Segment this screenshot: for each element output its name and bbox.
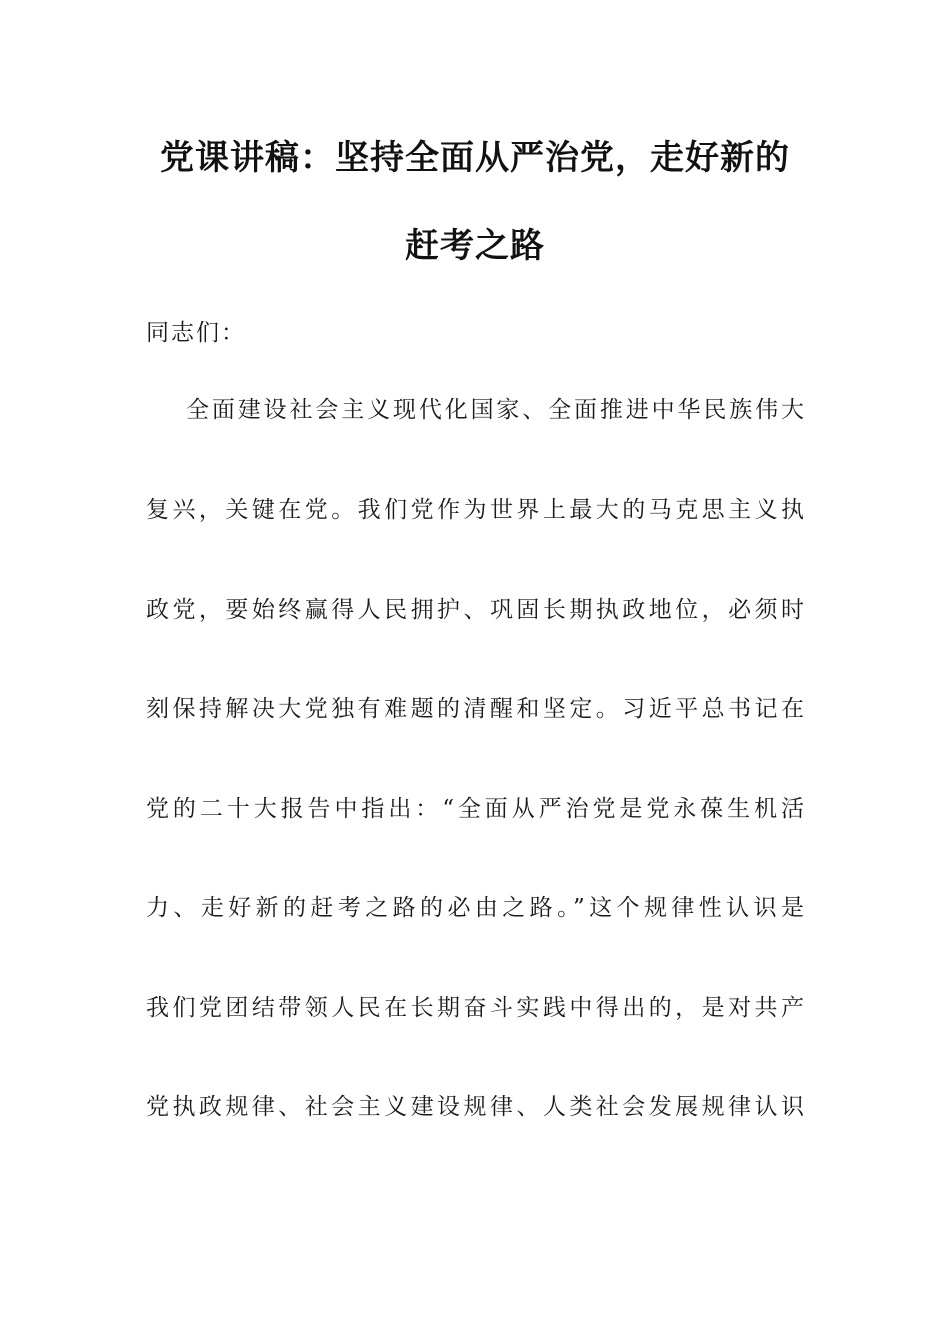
document-title-line-1: 党课讲稿：坚持全面从严治党，走好新的 xyxy=(160,138,790,178)
salutation: 同志们： xyxy=(146,320,246,346)
body-line: 党的二十大报告中指出：“全面从严治党是党永葆生机活 xyxy=(146,796,804,822)
body-line: 政党，要始终赢得人民拥护、巩固长期执政地位，必须时 xyxy=(146,597,804,623)
document-title-line-2: 赶考之路 xyxy=(405,226,545,266)
body-line: 全面建设社会主义现代化国家、全面推进中华民族伟大 xyxy=(186,397,804,423)
body-line: 刻保持解决大党独有难题的清醒和坚定。习近平总书记在 xyxy=(146,696,804,722)
body-line: 力、走好新的赶考之路的必由之路。”这个规律性认识是 xyxy=(146,895,804,921)
body-line: 复兴，关键在党。我们党作为世界上最大的马克思主义执 xyxy=(146,497,804,523)
body-line: 党执政规律、社会主义建设规律、人类社会发展规律认识 xyxy=(146,1094,804,1120)
body-line: 我们党团结带领人民在长期奋斗实践中得出的，是对共产 xyxy=(146,995,804,1021)
